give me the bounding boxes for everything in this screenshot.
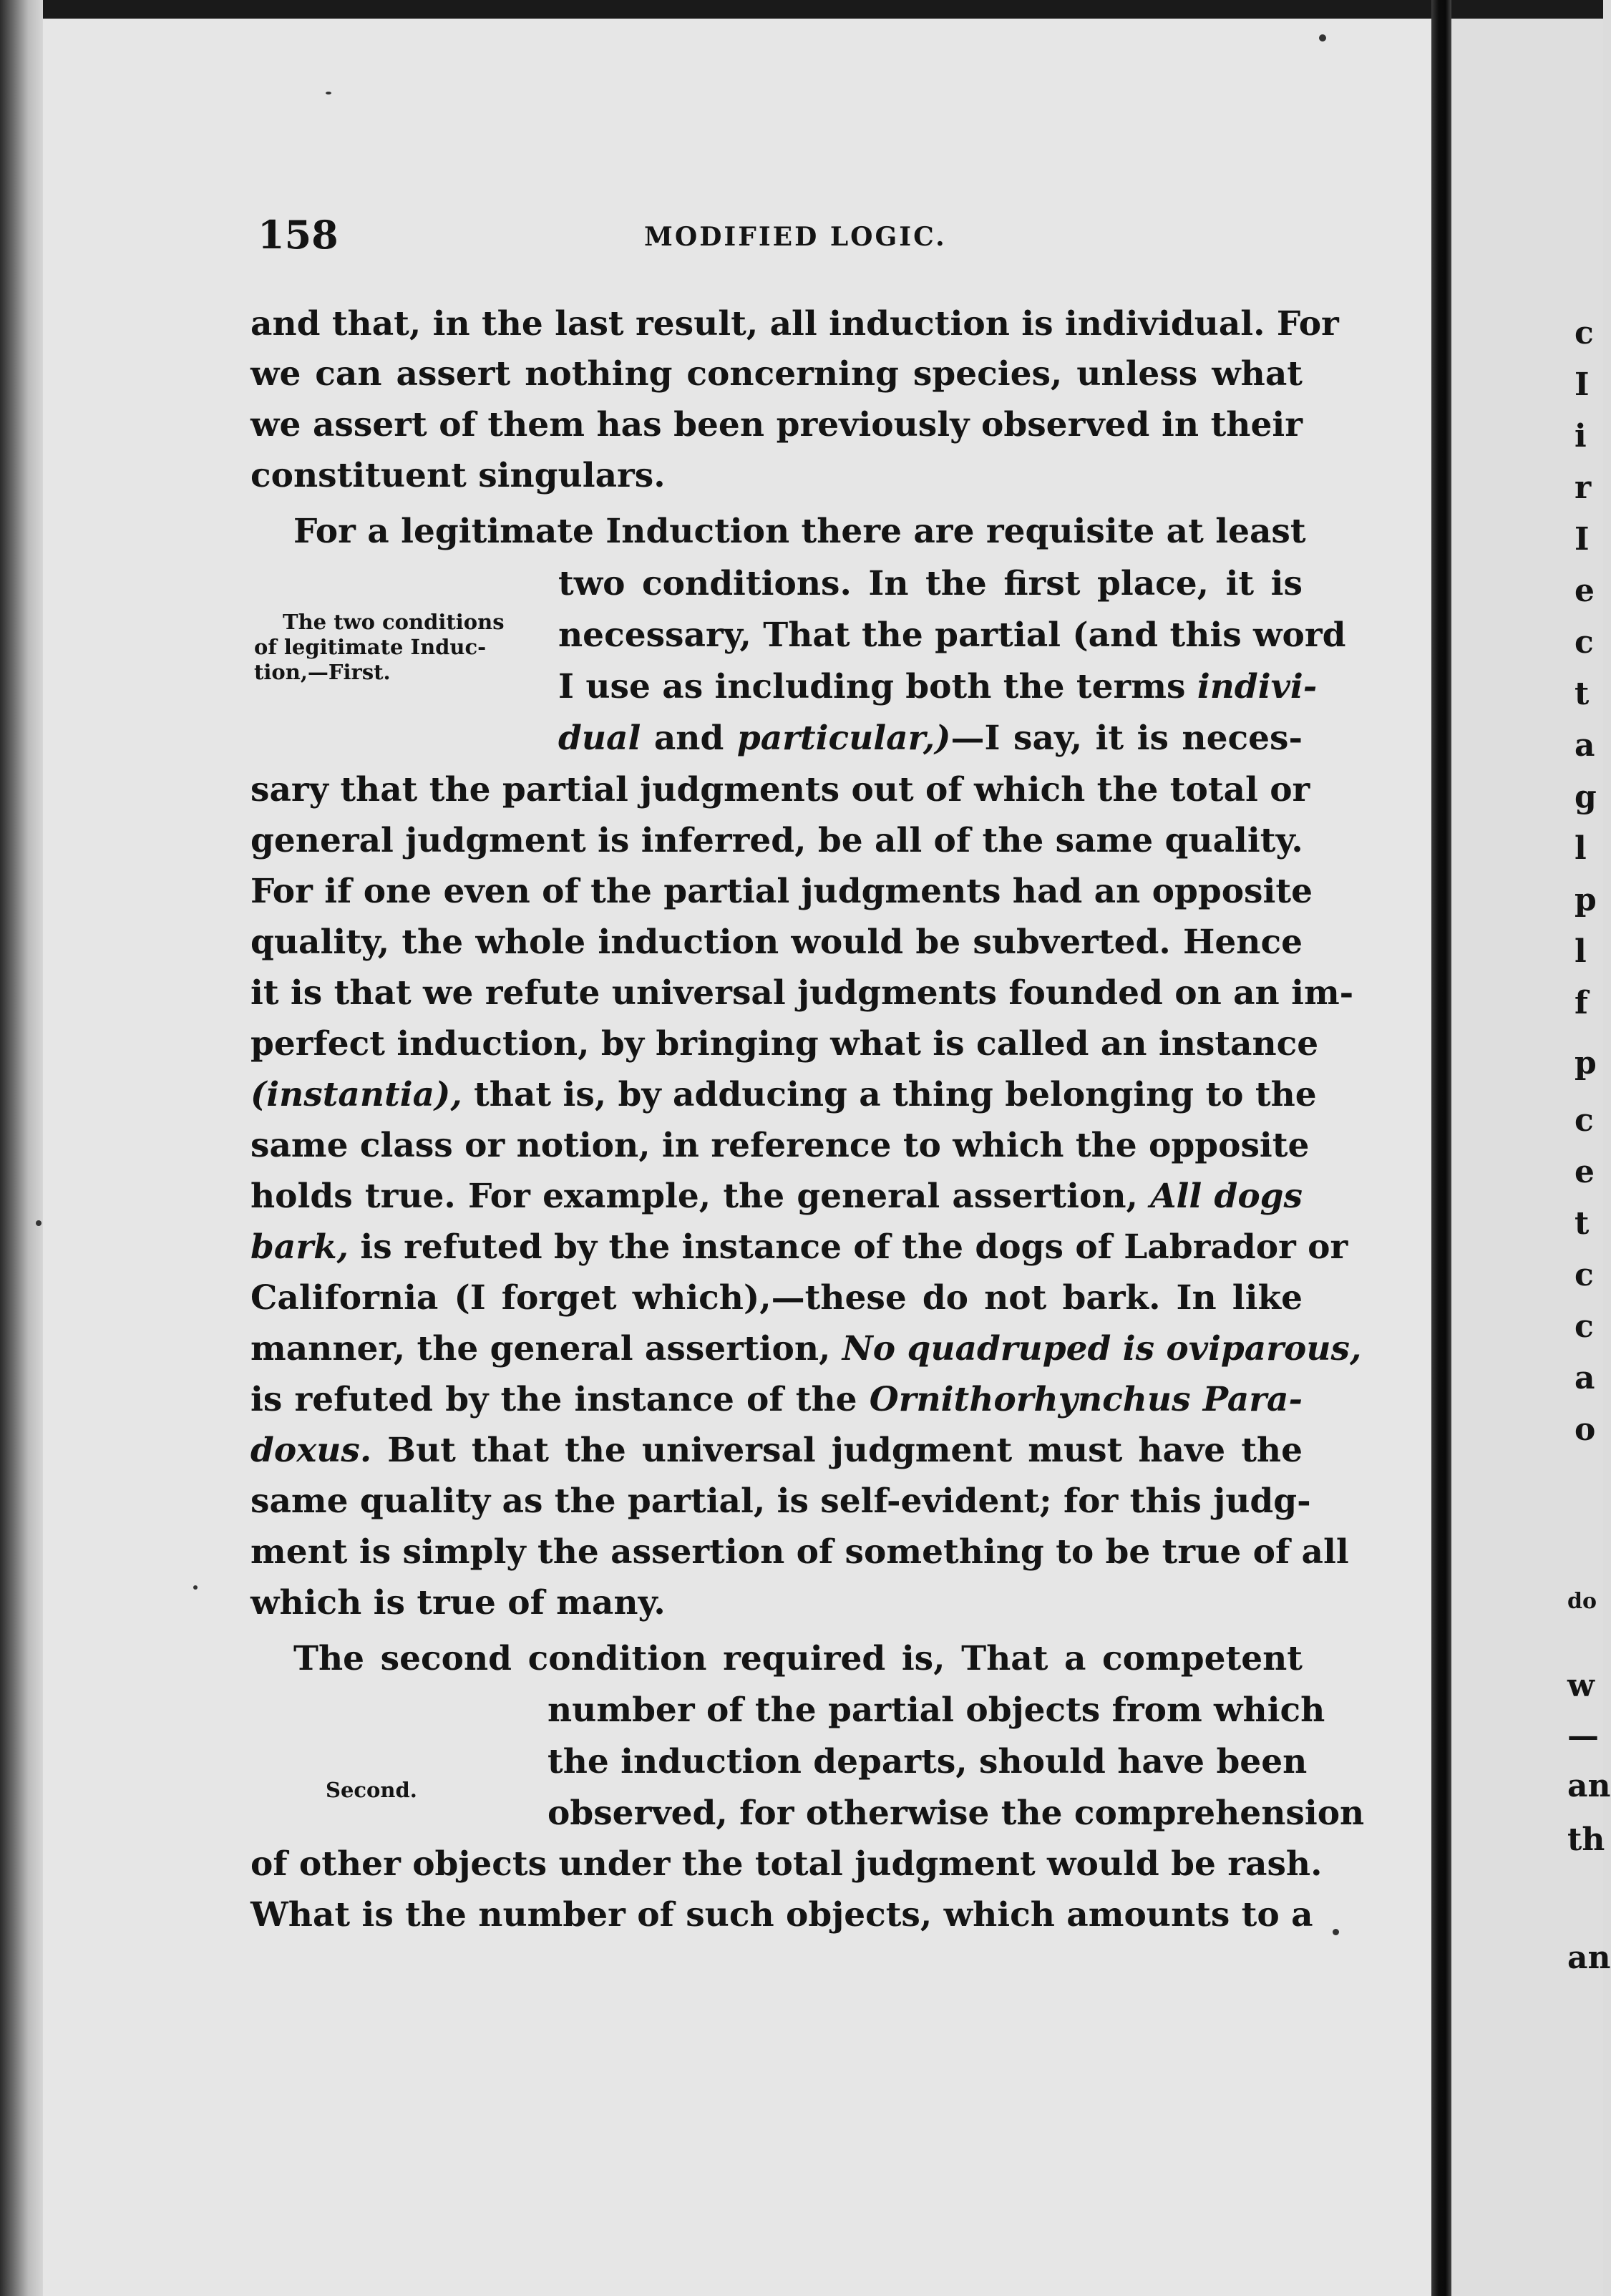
text-line bbox=[558, 714, 1303, 764]
fragment: I bbox=[1575, 521, 1590, 558]
text-line bbox=[558, 662, 1318, 712]
text-line: the induction departs, should have been bbox=[547, 1742, 1308, 1781]
fragment: an bbox=[1567, 1940, 1611, 1976]
text-span: is refuted by the instance of the dogs of Labrador or bbox=[360, 1227, 1348, 1267]
page-header bbox=[258, 212, 1295, 262]
fragment: p bbox=[1575, 882, 1597, 918]
fragment: e bbox=[1575, 573, 1595, 609]
fragment: — bbox=[1567, 1718, 1599, 1754]
scan-speck bbox=[36, 1220, 42, 1226]
text-line: of other objects under the total judgment would be rash. bbox=[250, 1844, 1323, 1884]
italic-term: All dogs bbox=[1150, 1177, 1303, 1216]
fragment: an bbox=[1567, 1768, 1611, 1804]
text-line: sary that the partial judgments out of which the total or bbox=[250, 770, 1310, 809]
text-line: and that, in the last result, all induction is individual. For bbox=[250, 304, 1339, 344]
text-span: holds true. For example, the general assertion, bbox=[250, 1177, 1138, 1216]
text-span: —I say, it is neces- bbox=[950, 719, 1303, 758]
text-line: perfect induction, by bringing what is called an instance bbox=[250, 1024, 1319, 1064]
italic-term: bark, bbox=[250, 1227, 349, 1267]
fragment: o bbox=[1575, 1411, 1596, 1448]
text-line bbox=[250, 1070, 1317, 1120]
text-line bbox=[250, 1172, 1303, 1222]
scan-speck bbox=[193, 1585, 198, 1590]
italic-term: dual bbox=[558, 719, 641, 758]
text-line: we assert of them has been previously observed in their bbox=[250, 405, 1303, 444]
text-line: two conditions. In the first place, it is bbox=[558, 564, 1303, 603]
text-line: general judgment is inferred, be all of the same quality. bbox=[250, 821, 1303, 860]
text-span: But that the universal judgment must have the bbox=[387, 1431, 1303, 1470]
fragment: c bbox=[1575, 624, 1594, 661]
text-span: that is, by adducing a thing belonging to the bbox=[474, 1075, 1317, 1114]
text-line: What is the number of such objects, which amounts to a bbox=[250, 1895, 1313, 1935]
italic-term: (instantia), bbox=[250, 1075, 462, 1114]
italic-term: No quadruped is oviparous, bbox=[842, 1329, 1362, 1368]
sidenote-first-line2: of legitimate Induc- bbox=[254, 635, 487, 659]
fragment: do bbox=[1567, 1589, 1597, 1614]
text-line: same class or notion, in reference to which the opposite bbox=[250, 1126, 1310, 1165]
fragment: p bbox=[1575, 1045, 1597, 1081]
italic-term: indivi- bbox=[1197, 667, 1318, 706]
text-line bbox=[250, 1375, 1303, 1425]
fragment: c bbox=[1575, 1257, 1594, 1293]
text-line: we can assert nothing concerning species, unless what bbox=[250, 354, 1303, 394]
scan-top-edge bbox=[0, 0, 1603, 19]
italic-term: particular,) bbox=[736, 719, 951, 758]
fragment: r bbox=[1575, 470, 1592, 506]
fragment: I bbox=[1575, 366, 1590, 403]
text-line: ment is simply the assertion of something to be true of all bbox=[250, 1532, 1349, 1572]
text-line: which is true of many. bbox=[250, 1583, 666, 1623]
italic-term: doxus. bbox=[250, 1431, 372, 1470]
page-left-edge bbox=[0, 0, 43, 2296]
sidenote-first-line1: The two conditions bbox=[283, 610, 505, 634]
sidenote-first-line3: tion,—First. bbox=[254, 660, 391, 684]
italic-term: Ornithorhynchus Para- bbox=[869, 1380, 1303, 1419]
running-head: MODIFIED LOGIC. bbox=[644, 222, 947, 252]
fragment: c bbox=[1575, 1308, 1594, 1345]
fragment: a bbox=[1575, 727, 1595, 764]
text-line: number of the partial objects from which bbox=[547, 1691, 1325, 1730]
scan-speck bbox=[1319, 34, 1326, 42]
scan-speck bbox=[326, 92, 331, 94]
fragment: a bbox=[1575, 1360, 1595, 1396]
sidenote-second: Second. bbox=[326, 1778, 417, 1802]
fragment: l bbox=[1575, 830, 1587, 867]
fragment: t bbox=[1575, 1205, 1590, 1242]
text-line: quality, the whole induction would be subverted. Hence bbox=[250, 923, 1303, 962]
fragment: g bbox=[1575, 779, 1597, 815]
text-line: California (I forget which),—these do not bark. In like bbox=[250, 1278, 1303, 1318]
fragment: c bbox=[1575, 1102, 1594, 1139]
text-span: is refuted by the instance of the bbox=[250, 1380, 857, 1419]
text-span: manner, the general assertion, bbox=[250, 1329, 831, 1368]
text-line: same quality as the partial, is self-evident; for this judg- bbox=[250, 1482, 1311, 1521]
text-line: For if one even of the partial judgments had an opposite bbox=[250, 872, 1313, 911]
fragment: t bbox=[1575, 676, 1590, 712]
text-line bbox=[250, 1426, 1303, 1476]
page-number: 158 bbox=[258, 212, 339, 258]
text-line: The second condition required is, That a competent bbox=[293, 1639, 1303, 1678]
fragment: th bbox=[1567, 1821, 1605, 1858]
scan-speck bbox=[1333, 1929, 1339, 1935]
fragment: w bbox=[1567, 1668, 1595, 1704]
fragment: e bbox=[1575, 1154, 1595, 1190]
text-line: it is that we refute universal judgments founded on an im- bbox=[250, 973, 1354, 1013]
text-line bbox=[250, 1222, 1348, 1273]
text-span: I use as including both the terms bbox=[558, 667, 1186, 706]
fragment: l bbox=[1575, 933, 1587, 970]
fragment: c bbox=[1575, 315, 1594, 351]
text-line: observed, for otherwise the comprehension bbox=[547, 1794, 1365, 1833]
text-line: For a legitimate Induction there are requisite at least bbox=[293, 512, 1306, 551]
fragment: f bbox=[1575, 985, 1588, 1021]
text-span: and bbox=[653, 719, 724, 758]
book-gutter bbox=[1431, 0, 1451, 2296]
fragment: i bbox=[1575, 418, 1587, 454]
text-line: constituent singulars. bbox=[250, 456, 666, 495]
text-line: necessary, That the partial (and this word bbox=[558, 616, 1346, 655]
text-line bbox=[250, 1324, 1362, 1374]
